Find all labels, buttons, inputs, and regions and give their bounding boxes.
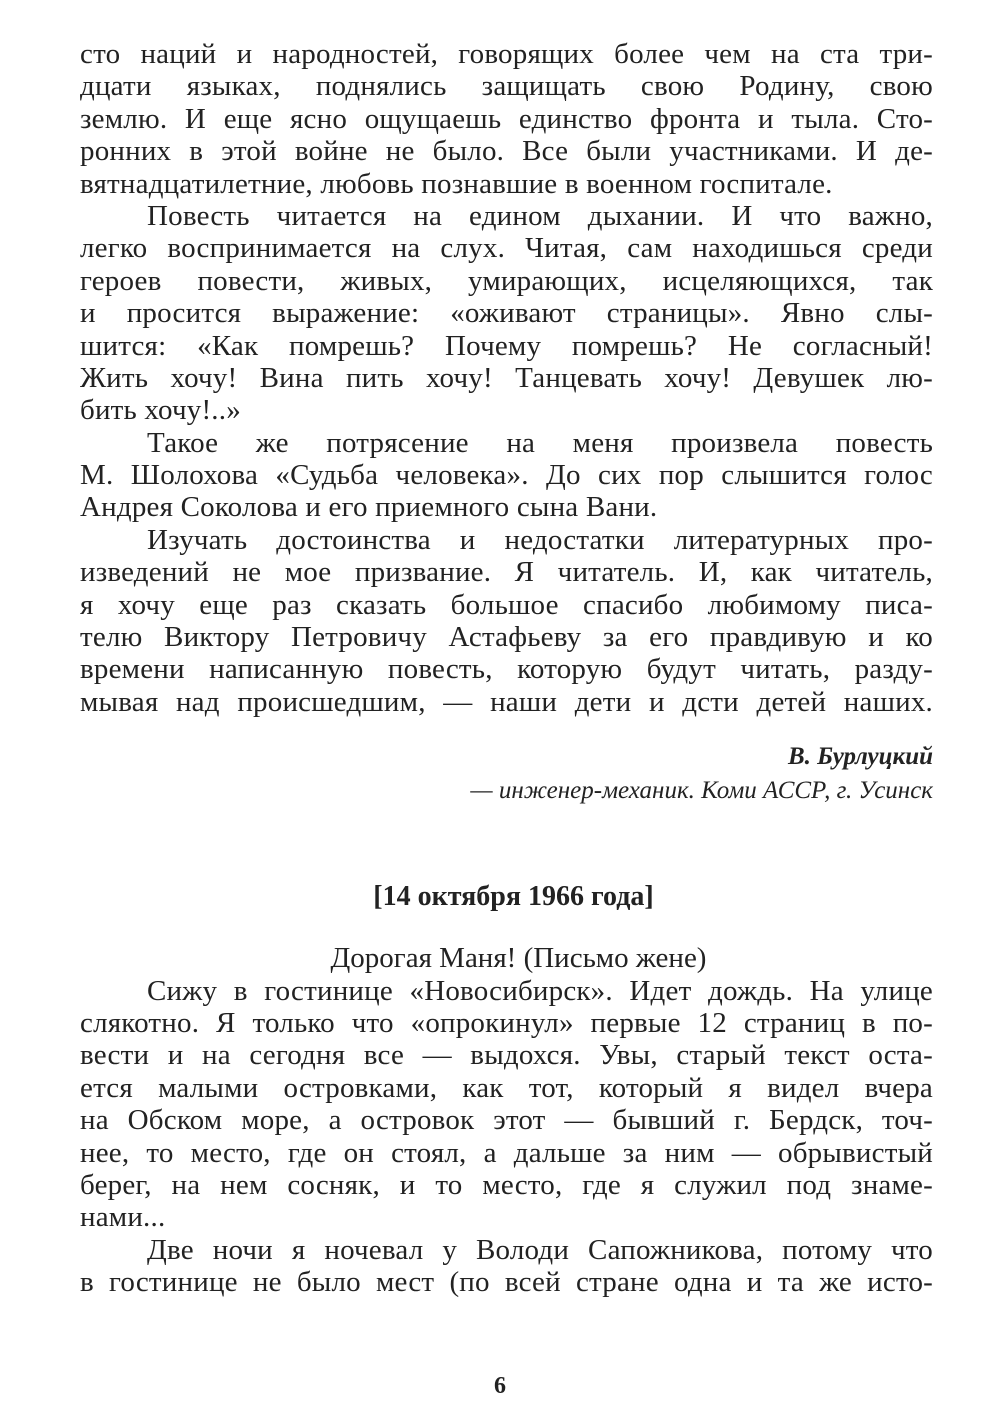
text-line: берег, на нем сосняк, и то место, где я служил под знаме- xyxy=(80,1168,933,1201)
text-line: Андрея Соколова и его приемного сына Вани. xyxy=(80,491,658,524)
letter-excerpt xyxy=(80,38,933,808)
text-line: сто наций и народностей, говорящих более чем на ста три- xyxy=(80,38,933,70)
text-line: бить хочу!..» xyxy=(80,394,241,427)
text-line: землю. И еще ясно ощущаешь единство фронта и тыла. Сто- xyxy=(80,102,933,135)
text-line: слякотно. Я только что «опрокинул» первые 12 страниц в по- xyxy=(80,1007,933,1039)
text-line: мывая над происшедшим, — наши дети и дсти детей наших. xyxy=(80,685,933,718)
date-heading: [14 октября 1966 года] xyxy=(373,881,654,913)
text-line: Сижу в гостинице «Новосибирск». Идет дождь. На улице xyxy=(147,974,933,1007)
salutation: Дорогая Маня! (Письмо жене) xyxy=(330,942,707,975)
text-line: ронних в этой войне не было. Все были участниками. И де- xyxy=(80,135,933,168)
text-line: и просится выражение: «оживают страницы». Явно слы- xyxy=(80,297,933,330)
text-line: Две ночи я ночевал у Володи Сапожникова, потому что xyxy=(147,1233,933,1266)
text-line: в гостинице не было мест (по всей стране одна и та же исто- xyxy=(80,1266,933,1299)
paragraph xyxy=(80,524,933,718)
paragraph xyxy=(80,1234,933,1299)
text-line: М. Шолохова «Судьба человека». До сих пор слышится голос xyxy=(80,459,933,492)
text-line: телю Виктору Петровичу Астафьеву за его правдивую и ко xyxy=(80,621,933,654)
text-line: Изучать достоинства и недостатки литературных про- xyxy=(147,523,933,556)
text-line: вести и на сегодня все — выдохся. Увы, старый текст оста- xyxy=(80,1039,933,1072)
text-line: нами... xyxy=(80,1201,166,1234)
text-line: вятнадцатилетние, любовь познавшие в военном госпитале. xyxy=(80,167,833,200)
paragraph xyxy=(80,200,933,427)
text-line: Такое же потрясение на меня произвела повесть xyxy=(147,426,933,459)
text-line: дцати языках, поднялись защищать свою Родину, свою xyxy=(80,70,933,103)
text-line: изведений не мое призвание. Я читатель. И, как читатель, xyxy=(80,556,933,589)
text-line: на Обском море, а островок этот — бывший г. Бердск, точ- xyxy=(80,1104,933,1137)
paragraph xyxy=(80,38,933,200)
signature-description: — инженер-механик. Коми АССР, г. Усинск xyxy=(470,777,933,805)
paragraph xyxy=(80,975,933,1234)
signature-block xyxy=(80,740,933,808)
signature-name: В. Бурлуцкий xyxy=(787,743,933,771)
text-line: времени написанную повесть, которую будут читать, разду- xyxy=(80,653,933,686)
text-line: нее, то место, где он стоял, а дальше за ним — обрывистый xyxy=(80,1136,933,1169)
letter-section xyxy=(80,880,933,1298)
text-line: героев повести, живых, умирающих, исцеляющихся, так xyxy=(80,264,933,297)
text-line: легко воспринимается на слух. Читая, сам находишься среди xyxy=(80,232,933,265)
paragraph xyxy=(80,427,933,524)
page-number: 6 xyxy=(494,1373,506,1399)
text-line: шится: «Как помрешь? Почему помрешь? Не согласный! xyxy=(80,329,933,362)
text-line: я хочу еще раз сказать большое спасибо любимому писа- xyxy=(80,588,933,621)
text-line: Повесть читается на едином дыхании. И что важно, xyxy=(147,199,933,232)
book-page xyxy=(80,38,933,1299)
text-line: Жить хочу! Вина пить хочу! Танцевать хочу! Девушек лю- xyxy=(80,361,933,394)
text-line: ется малыми островками, как тот, который я видел вчера xyxy=(80,1071,933,1104)
